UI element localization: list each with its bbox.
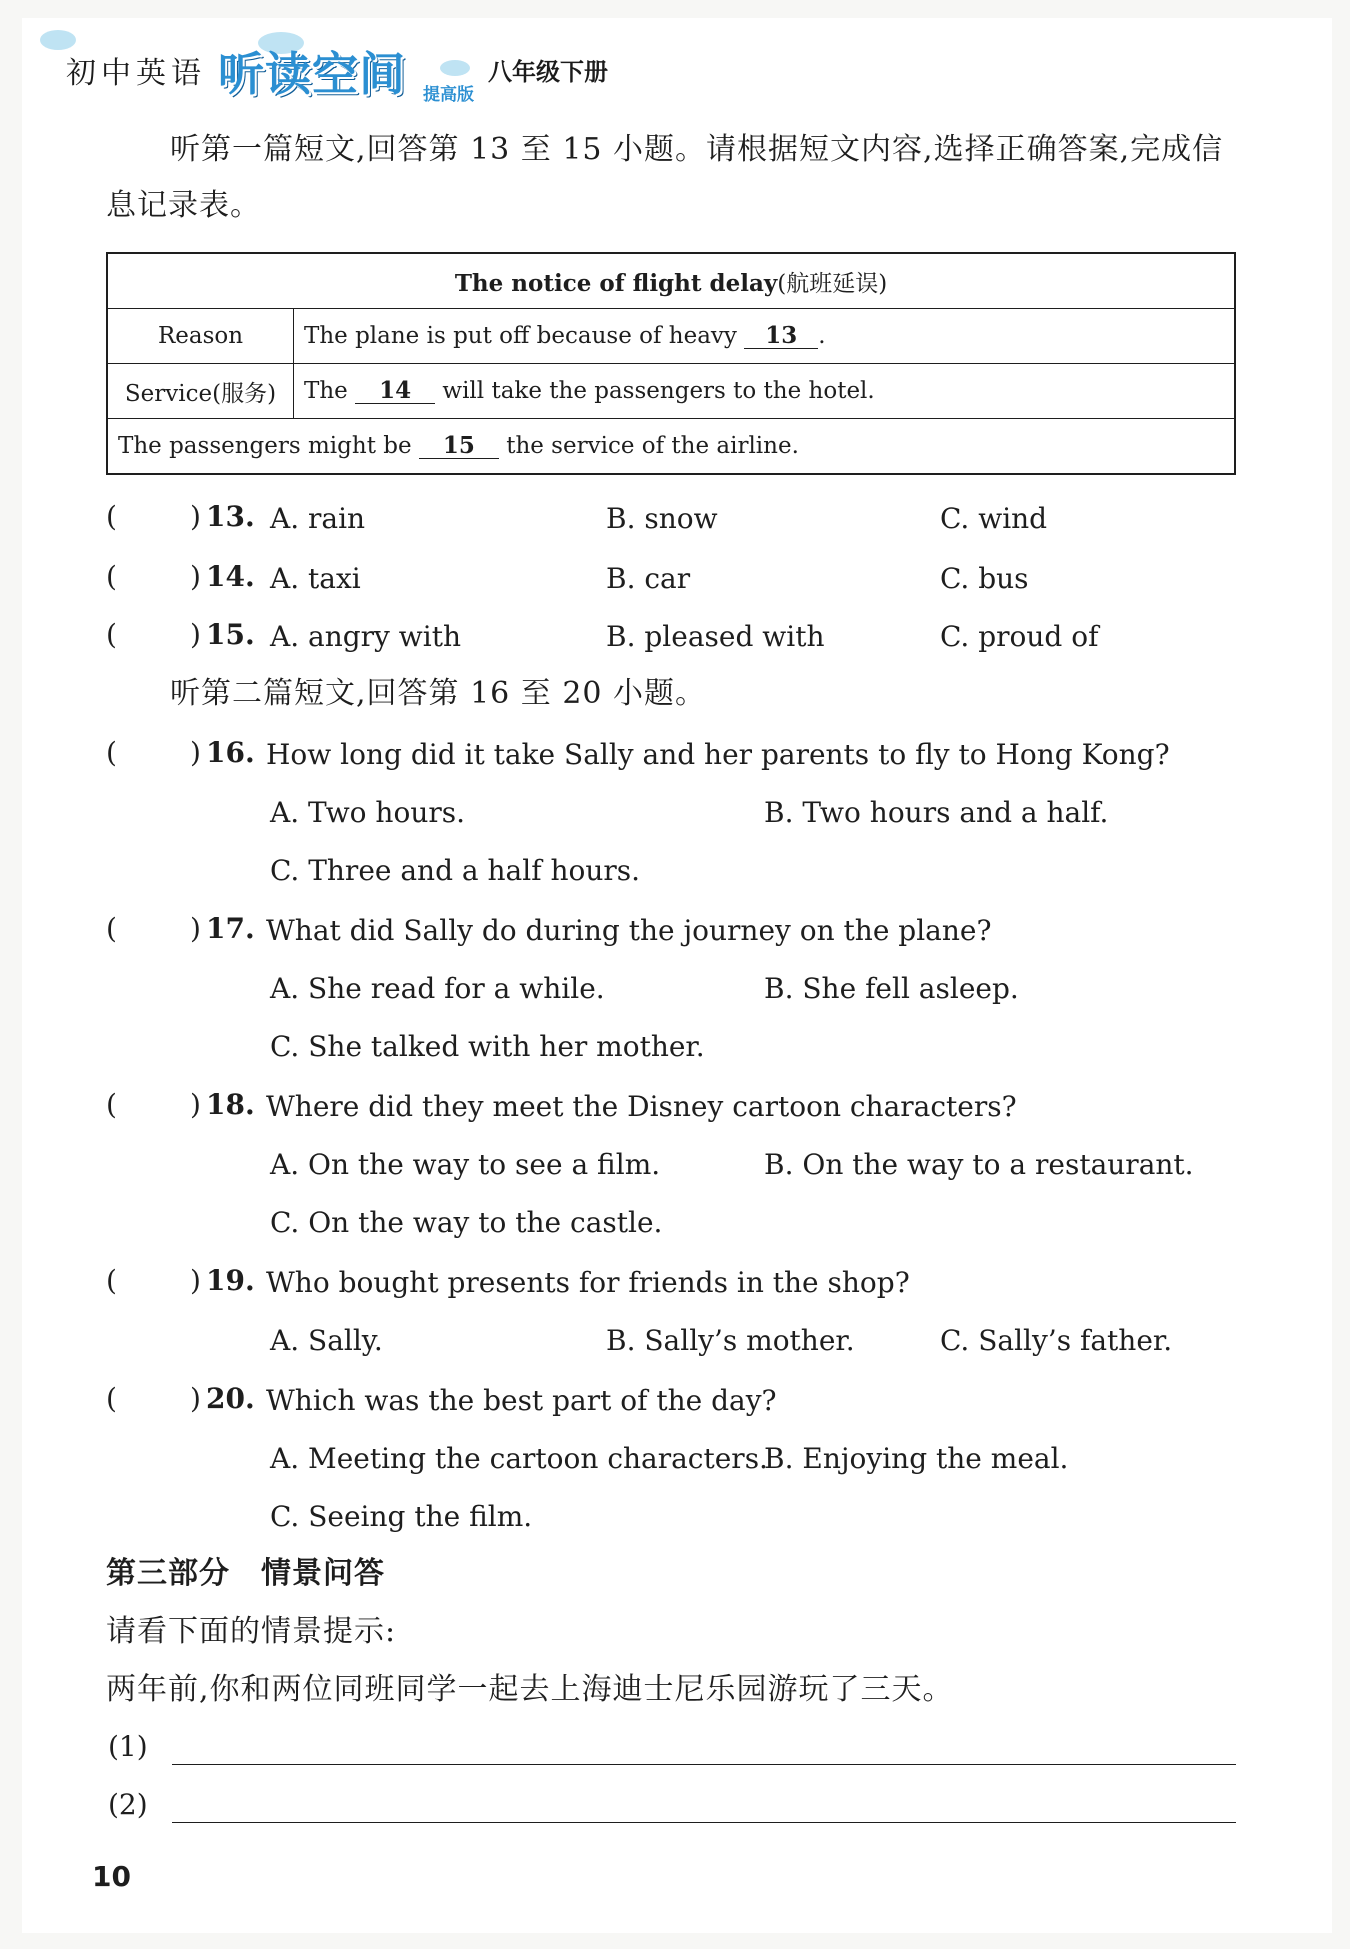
option-a: A. rain	[270, 502, 366, 535]
question-number: 18.	[206, 1088, 255, 1121]
answer-paren-open[interactable]: (	[106, 736, 117, 769]
cloud-decoration	[40, 30, 76, 50]
option-b: B. Sally’s mother.	[606, 1324, 855, 1357]
row-text: will take the passengers to the hotel.	[442, 377, 875, 404]
row-content-reason	[294, 309, 1236, 364]
scenario-prompt: 请看下面的情景提示:	[106, 1614, 397, 1649]
answer-paren-open[interactable]: (	[106, 560, 117, 593]
instruction-line-1: 听第一篇短文,回答第 13 至 15 小题。请根据短文内容,选择正确答案,完成信	[170, 132, 1224, 167]
answer-line-label: (2)	[108, 1788, 148, 1821]
table-row	[107, 364, 1235, 419]
answer-paren-close: )	[190, 1382, 201, 1415]
question-stem: What did Sally do during the journey on the plane?	[266, 914, 992, 947]
question-stem: Who bought presents for friends in the shop?	[266, 1266, 910, 1299]
row-content-attitude	[107, 419, 1235, 475]
answer-paren-close: )	[190, 736, 201, 769]
answer-paren-close: )	[190, 912, 201, 945]
instruction-passage-2: 听第二篇短文,回答第 16 至 20 小题。	[170, 676, 707, 711]
answer-paren-open[interactable]: (	[106, 912, 117, 945]
row-label-service: Service(服务)	[107, 364, 294, 419]
option-c: C. proud of	[940, 620, 1099, 653]
option-b: B. car	[606, 562, 691, 595]
option-a: A. Meeting the cartoon characters.	[270, 1442, 768, 1475]
table-title-row	[107, 253, 1235, 309]
table-row	[107, 419, 1235, 475]
question-number: 13.	[206, 500, 255, 533]
option-b: B. pleased with	[606, 620, 825, 653]
answer-paren-open[interactable]: (	[106, 1088, 117, 1121]
answer-paren-open[interactable]: (	[106, 1382, 117, 1415]
answer-line-label: (1)	[108, 1730, 148, 1763]
option-c: C. Seeing the film.	[270, 1500, 533, 1533]
row-text: The passengers might be	[118, 432, 412, 459]
blank-13[interactable]: 13	[744, 323, 818, 349]
option-a: A. On the way to see a film.	[270, 1148, 661, 1181]
question-number: 17.	[206, 912, 255, 945]
page-number: 10	[92, 1860, 131, 1893]
option-a: A. angry with	[270, 620, 461, 653]
table-title-en: The notice of flight delay	[454, 269, 778, 297]
answer-paren-close: )	[190, 500, 201, 533]
question-number: 15.	[206, 618, 255, 651]
answer-line-1[interactable]	[172, 1764, 1236, 1765]
option-b: B. Enjoying the meal.	[764, 1442, 1069, 1475]
table-title	[107, 253, 1235, 309]
table-title-cn: (航班延误)	[777, 270, 888, 297]
answer-paren-close: )	[190, 1264, 201, 1297]
answer-line-2[interactable]	[172, 1822, 1236, 1823]
question-stem: Which was the best part of the day?	[266, 1384, 777, 1417]
option-b: B. Two hours and a half.	[764, 796, 1109, 829]
edition-label: 提高版	[423, 85, 474, 105]
answer-paren-open[interactable]: (	[106, 500, 117, 533]
grade-label: 八年级下册	[488, 58, 608, 86]
option-c: C. Three and a half hours.	[270, 854, 641, 887]
series-title: 初中英语	[66, 56, 206, 91]
flight-delay-table	[106, 252, 1236, 475]
book-header	[48, 30, 648, 110]
question-number: 14.	[206, 560, 255, 593]
scenario-text: 两年前,你和两位同班同学一起去上海迪士尼乐园游玩了三天。	[106, 1672, 954, 1707]
row-text: the service of the airline.	[506, 432, 799, 459]
cloud-decoration	[440, 60, 470, 76]
answer-paren-open[interactable]: (	[106, 1264, 117, 1297]
brand-title: 听读空间	[218, 47, 406, 101]
option-a: A. taxi	[270, 562, 361, 595]
row-content-service	[294, 364, 1236, 419]
blank-15[interactable]: 15	[419, 433, 499, 459]
row-text: The plane is put off because of heavy	[304, 322, 737, 349]
row-text: .	[818, 322, 826, 349]
option-c: C. Sally’s father.	[940, 1324, 1173, 1357]
instruction-line-2: 息记录表。	[106, 188, 261, 223]
option-b: B. On the way to a restaurant.	[764, 1148, 1194, 1181]
answer-paren-close: )	[190, 1088, 201, 1121]
question-number: 16.	[206, 736, 255, 769]
row-label-reason: Reason	[107, 309, 294, 364]
option-c: C. bus	[940, 562, 1029, 595]
option-c: C. On the way to the castle.	[270, 1206, 663, 1239]
blank-14[interactable]: 14	[355, 378, 435, 404]
option-b: B. snow	[606, 502, 718, 535]
option-a: A. Two hours.	[270, 796, 466, 829]
question-stem: Where did they meet the Disney cartoon characters?	[266, 1090, 1017, 1123]
section-heading: 第三部分 情景问答	[106, 1556, 385, 1591]
option-c: C. wind	[940, 502, 1048, 535]
answer-paren-close: )	[190, 560, 201, 593]
option-b: B. She fell asleep.	[764, 972, 1019, 1005]
option-a: A. She read for a while.	[270, 972, 605, 1005]
table-row	[107, 309, 1235, 364]
question-stem: How long did it take Sally and her parents to fly to Hong Kong?	[266, 738, 1170, 771]
option-c: C. She talked with her mother.	[270, 1030, 705, 1063]
answer-paren-close: )	[190, 618, 201, 651]
row-text: The	[304, 377, 348, 404]
question-number: 20.	[206, 1382, 255, 1415]
option-a: A. Sally.	[270, 1324, 383, 1357]
answer-paren-open[interactable]: (	[106, 618, 117, 651]
question-number: 19.	[206, 1264, 255, 1297]
